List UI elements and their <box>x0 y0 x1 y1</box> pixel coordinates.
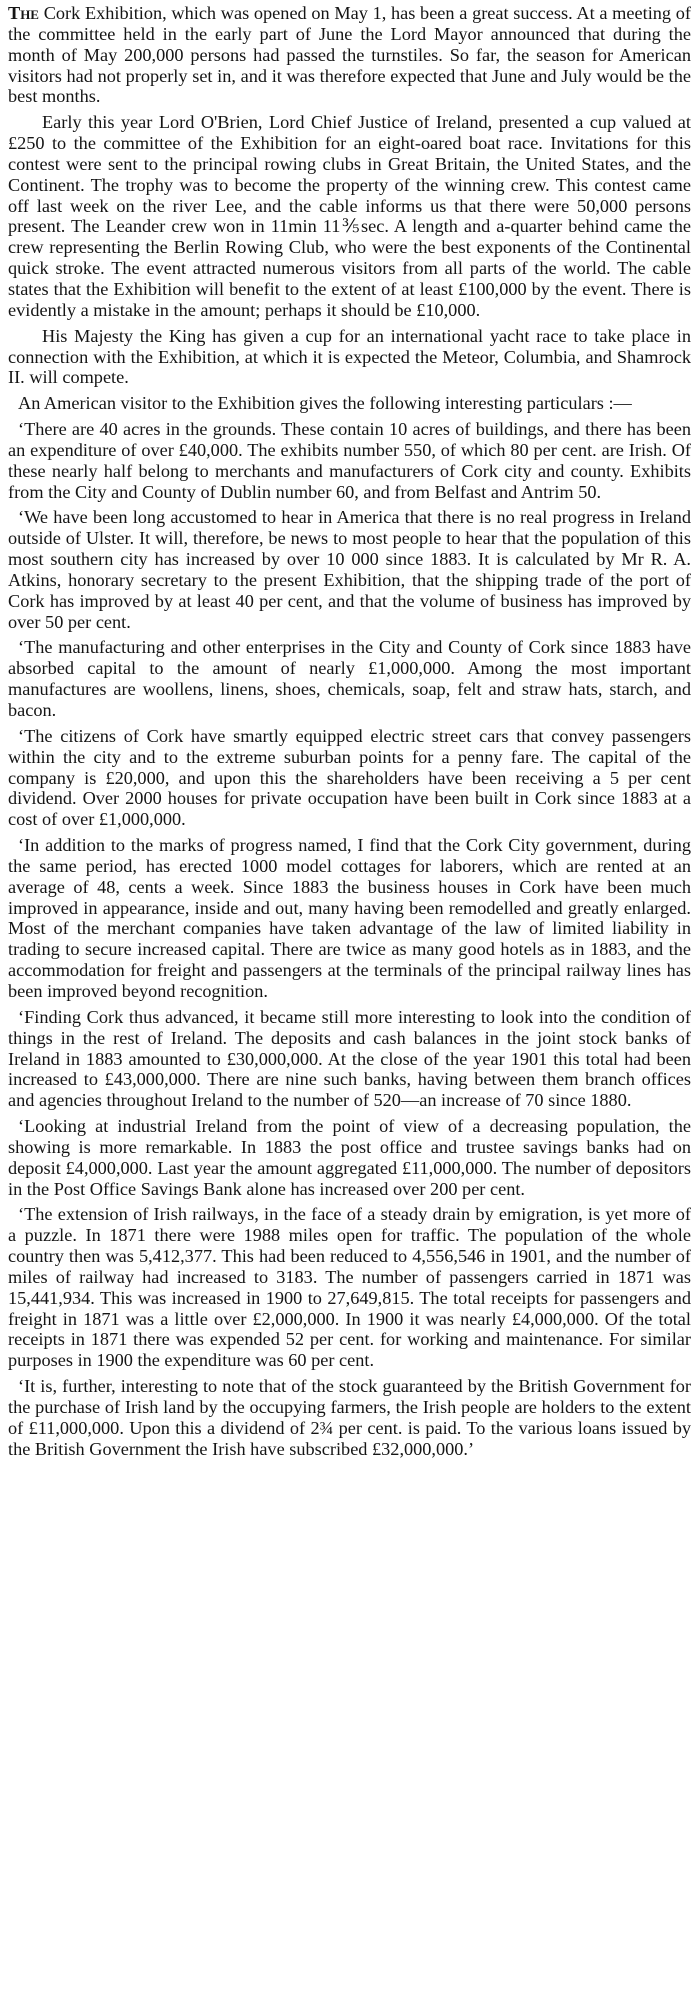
paragraph-banks: ‘Finding Cork thus advanced, it became still more interesting to look into the condition of things in the rest of Ireland. The deposits and cash balances in the joint stock banks of Ireland in 1883 amounted to £30,000,000. At the close of the year 1901 this total had been increased to £43,000,000. There are nine such banks, having between them branch offices and agencies throughout Ireland to the number of 520—an increase of 70 since 1880. <box>8 1006 691 1111</box>
paragraph-american-visitor-intro: An American visitor to the Exhibition gives the following interesting particulars :— <box>18 393 632 414</box>
paragraph-savings-banks: ‘Looking at industrial Ireland from the point of view of a decreasing population, the showing is more remarkable. In 1883 the post office and trustee savings banks had on deposit £4,000,000. Last year the amount aggregated £11,000,000. The number of depositors in the Post Office Savings Bank alone has increased over 200 per cent. <box>8 1116 691 1199</box>
paragraph-grounds: ‘There are 40 acres in the grounds. These contain 10 acres of buildings, and there has been an expenditure of over £40,000. The exhibits number 550, of which 80 per cent. are Irish. Of these nearly half belong to merchants and manufacturers of Cork city and county. Exhibits from the City and County of Dublin number 60, and from Belfast and Antrim 50. <box>8 419 691 502</box>
paragraph-railways: ‘The extension of Irish railways, in the face of a steady drain by emigration, is yet more of a puzzle. In 1871 there were 1988 miles open for traffic. The population of the whole country then was 5,412,377. This had been reduced to 4,556,546 in 1901, and the number of miles of railway had increased to 3183. The number of passengers carried in 1871 was 15,441,934. This was increased in 1900 to 27,649,815. The total receipts for passengers and freight in 1871 was a little over £2,000,000. In 1900 it was nearly £4,000,000. Of the total receipts in 1871 there was expended 52 per cent. for working and maintenance. For similar purposes in 1900 the expenditure was 60 per cent. <box>8 1204 691 1371</box>
paragraph-exhibition-opening-text: Cork Exhibition, which was opened on May 1, has been a great success. At a meeting of the committee held in the early part of June the Lord Mayor announced that during the month of May 200,000 persons had passed the turnstiles. So far, the season for American visitors had not properly set in, and it was therefore expected that June and July would be the best months. <box>8 3 691 107</box>
paragraph-yacht-race: His Majesty the King has given a cup for an international yacht race to take place in connection with the Exhibition, at which it is expected the Meteor, Columbia, and Shamrock II. will compete. <box>8 325 691 388</box>
lead-word: The <box>8 3 39 23</box>
paragraph-manufacturing: ‘The manufacturing and other enterprises in the City and County of Cork since 1883 have absorbed capital to the amount of nearly £1,000,000. Among the most important manufactures are woollens, linens, shoes, chemicals, soap, felt and straw hats, starch, and bacon. <box>8 637 691 720</box>
paragraph-street-cars: ‘The citizens of Cork have smartly equipped electric street cars that convey passengers within the city and to the extreme suburban points for a penny fare. The capital of the company is £20,000, and upon this the shareholders have been receiving a 5 per cent dividend. Over 2000 houses for private occupation have been built in Cork since 1883 at a cost of over £1,000,000. <box>8 725 691 830</box>
paragraph-progress: ‘We have been long accustomed to hear in America that there is no real progress in Ireland outside of Ulster. It will, therefore, be news to most people to hear that the population of this most southern city has increased by over 10 000 since 1883. It is calculated by Mr R. A. Atkins, honorary secretary to the present Exhibition, that the shipping trade of the port of Cork has improved by at least 40 per cent, and that the volume of business has improved by over 50 per cent. <box>8 507 691 632</box>
paragraph-land-stock: ‘It is, further, interesting to note that of the stock guaranteed by the British Government for the purchase of Irish land by the occupying farmers, the Irish people are holders to the extent of £11,000,000. Upon this a dividend of 2¾ per cent. is paid. To the various loans issued by the British Government the Irish have subscribed £32,000,000.’ <box>8 1376 691 1459</box>
paragraph-exhibition-opening <box>8 3 691 107</box>
paragraph-boat-race: Early this year Lord O'Brien, Lord Chief Justice of Ireland, presented a cup valued at £250 to the committee of the Exhibition for an eight-oared boat race. Invitations for this contest were sent to the principal rowing clubs in Great Britain, the United States, and the Continent. The trophy was to become the property of the winning crew. This contest came off last week on the river Lee, and the cable informs us that there were 50,000 persons present. The Leander crew won in 11min 11⅗sec. A length and a-quarter behind came the crew representing the Berlin Rowing Club, who were the best exponents of the Continental quick stroke. The event attracted numerous visitors from all parts of the world. The cable states that the Exhibition will benefit to the extent of at least £100,000 by the event. There is evidently a mistake in the amount; perhaps it should be £10,000. <box>8 112 691 320</box>
paragraph-city-government: ‘In addition to the marks of progress named, I find that the Cork City government, during the same period, has erected 1000 model cottages for laborers, which are rented at an average of 48, cents a week. Since 1883 the business houses in Cork have been much improved in appearance, inside and out, many having been remodelled and greatly enlarged. Most of the merchant companies have taken advantage of the law of limited liability in trading to secure increased capital. There are twice as many good hotels as in 1883, and the accommodation for freight and passengers at the terminals of the principal railway lines has been improved beyond recognition. <box>8 835 691 1001</box>
